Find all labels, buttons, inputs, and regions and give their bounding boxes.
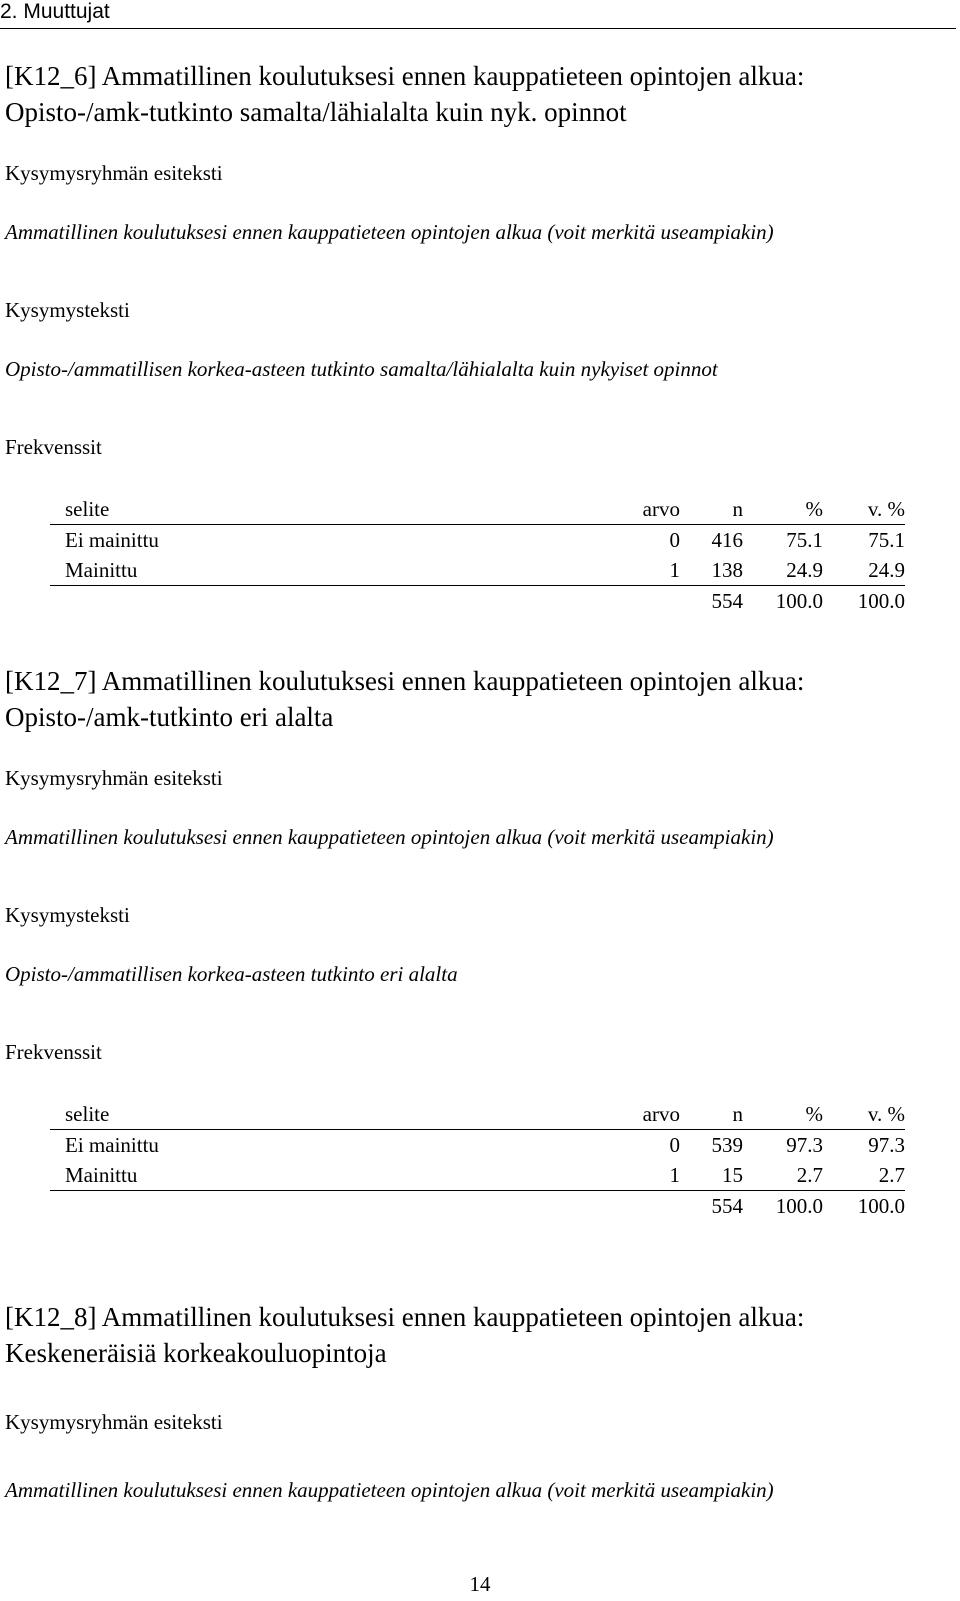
question-title-k12-8: [K12_8] Ammatillinen koulutuksesi ennen kauppatieteen opintojen alkua: Keskeneräisiä korkeakouluopintoja [5, 1302, 805, 1368]
question-title-k12-7: [K12_7] Ammatillinen koulutuksesi ennen kauppatieteen opintojen alkua: Opisto-/amk-tutkinto eri alalta [5, 666, 805, 732]
column-header-percent: % [743, 1099, 823, 1130]
column-header-arvo: arvo [605, 1099, 680, 1130]
cell-n: 15 [680, 1160, 743, 1191]
total-percent: 100.0 [775, 1194, 823, 1218]
frequency-table-k12-6 [50, 494, 905, 616]
total-valid-percent: 100.0 [857, 1194, 905, 1218]
cell-valid-percent: 2.7 [823, 1160, 905, 1191]
group-text: Ammatillinen koulutuksesi ennen kauppatieteen opintojen alkua (voit merkitä useampiakin) [5, 825, 774, 849]
question-text: Opisto-/ammatillisen korkea-asteen tutkinto eri alalta [5, 962, 458, 986]
question-text: Opisto-/ammatillisen korkea-asteen tutkinto samalta/lähialalta kuin nykyiset opinnot [5, 357, 718, 381]
column-header-percent: % [743, 494, 823, 525]
cell-empty [605, 586, 680, 617]
cell-valid-percent: 97.3 [868, 1133, 905, 1157]
group-text-label: Kysymysryhmän esiteksti [5, 161, 223, 185]
cell-percent: 75.1 [786, 528, 823, 552]
cell-empty [50, 1191, 605, 1222]
question-text-label: Kysymysteksti [5, 903, 130, 927]
group-text: Ammatillinen koulutuksesi ennen kauppatieteen opintojen alkua (voit merkitä useampiakin) [5, 1478, 774, 1502]
group-text-label: Kysymysryhmän esiteksti [5, 766, 223, 790]
cell-empty [50, 586, 605, 617]
column-header-arvo: arvo [605, 494, 680, 525]
cell-n: 138 [680, 555, 743, 586]
section-header: 2. Muuttujat [0, 0, 110, 23]
total-percent: 100.0 [775, 589, 823, 613]
cell-percent: 97.3 [786, 1133, 823, 1157]
cell-arvo: 1 [605, 1160, 680, 1191]
column-header-selite: selite [50, 1099, 605, 1130]
column-header-n: n [680, 1099, 743, 1130]
cell-valid-percent: 75.1 [868, 528, 905, 552]
group-text-label: Kysymysryhmän esiteksti [5, 1410, 223, 1434]
cell-empty [605, 1191, 680, 1222]
cell-arvo: 0 [669, 1133, 680, 1157]
table-row [50, 1130, 905, 1161]
cell-selite: Ei mainittu [65, 528, 159, 552]
table-total-row [50, 1191, 905, 1222]
cell-arvo: 0 [669, 528, 680, 552]
table-row [50, 555, 905, 586]
column-header-valid-percent: v. % [823, 494, 905, 525]
group-text: Ammatillinen koulutuksesi ennen kauppatieteen opintojen alkua (voit merkitä useampiakin) [5, 220, 774, 244]
table-total-row [50, 586, 905, 617]
cell-selite: Ei mainittu [65, 1133, 159, 1157]
cell-valid-percent: 24.9 [823, 555, 905, 586]
cell-percent: 24.9 [743, 555, 823, 586]
column-header-n: n [680, 494, 743, 525]
cell-selite: Mainittu [50, 1160, 605, 1191]
cell-percent: 2.7 [743, 1160, 823, 1191]
column-header-selite: selite [50, 494, 605, 525]
total-n: 554 [711, 589, 743, 613]
total-n: 554 [711, 1194, 743, 1218]
total-valid-percent: 100.0 [857, 589, 905, 613]
table-row [50, 1160, 905, 1191]
cell-arvo: 1 [605, 555, 680, 586]
header-divider [0, 28, 956, 29]
table-header-row [50, 494, 905, 525]
column-header-valid-percent: v. % [823, 1099, 905, 1130]
question-title-k12-6: [K12_6] Ammatillinen koulutuksesi ennen kauppatieteen opintojen alkua: Opisto-/amk-tutkinto samalta/lähialalta kuin nyk. opinnot [5, 61, 805, 127]
question-text-label: Kysymysteksti [5, 298, 130, 322]
frequency-table-k12-7 [50, 1099, 905, 1221]
table-row [50, 525, 905, 556]
table-header-row [50, 1099, 905, 1130]
cell-n: 539 [711, 1133, 743, 1157]
cell-n: 416 [711, 528, 743, 552]
frequencies-label: Frekvenssit [5, 1040, 102, 1064]
frequencies-label: Frekvenssit [5, 435, 102, 459]
page-number: 14 [469, 1572, 491, 1596]
cell-selite: Mainittu [50, 555, 605, 586]
